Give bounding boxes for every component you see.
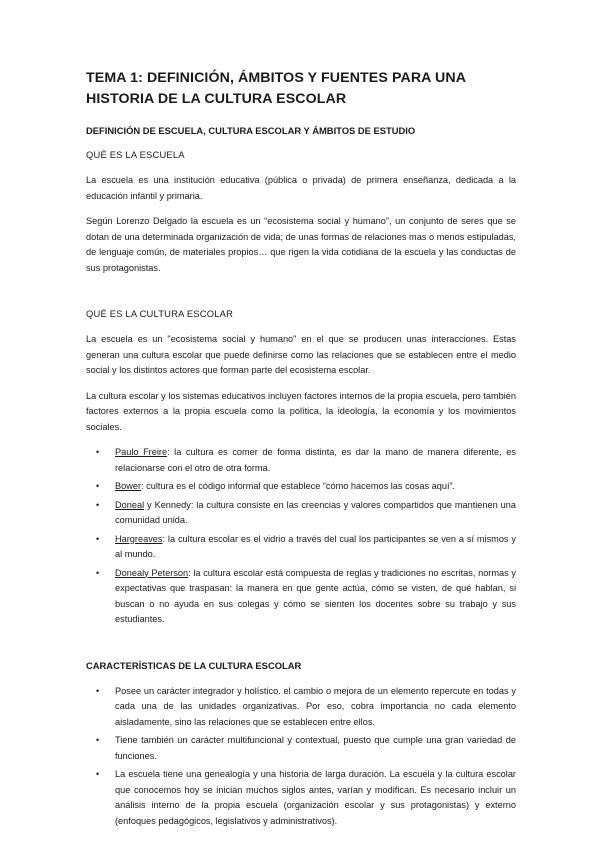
bullet-icon: •	[96, 735, 100, 745]
list-item-text: : la cultura escolar es el vidrio a través del cual los participantes se ven a sí mismos y al mundo.	[115, 533, 516, 559]
list-item-text: La escuela tiene una genealogía y una historia de larga duración. La escuela y la cultura escolar que conocemos hoy se inician muchos siglos antes, varían y modifican. Es necesario incluir un análisis interno de la propia escuela (organización escolar y sus protagonistas) y externo (enfoques pedagógicos, legislativos y administrativos).	[115, 769, 516, 826]
list-item-text: Posee un carácter integrador y holístico. el cambio o mejora de un elemento repercute en todas y cada una de las unidades organizativas. Por eso, cobra importancia no cada elemento aisladamente, sino las relaciones que se establecen entre ellos.	[115, 685, 516, 727]
author-name: Doneal	[115, 499, 145, 510]
bullet-icon: •	[96, 499, 100, 510]
list-item-text: : la cultura es comer de forma distinta, es dar la mano de manera diferente, es relacionarse con el otro de otra forma.	[115, 447, 516, 473]
document-subtitle: DEFINICIÓN DE ESCUELA, CULTURA ESCOLAR Y ÁMBITOS DE ESTUDIO	[86, 125, 416, 136]
author-name: Donealy Peterson	[115, 567, 189, 578]
document-title: TEMA 1: DEFINICIÓN, ÁMBITOS Y FUENTES PARA UNA HISTORIA DE LA CULTURA ESCOLAR	[86, 70, 466, 107]
characteristics-list	[86, 684, 516, 830]
list-item	[96, 498, 516, 529]
author-name: Paulo Freire	[115, 447, 168, 457]
paragraph: Según Lorenzo Delgado la escuela es un “ecosistema social y humano”, un conjunto de seres que se dotan de una determinada organización de vida; de unas formas de relaciones mas o menos estipuladas, de lenguaje común, de materiales propios… que rigen la vida cotidiana de la escuela y las conductas de sus protagonistas.	[86, 216, 516, 273]
author-name: Bower	[115, 481, 142, 491]
list-item-text: : cultura es el código informal que establece “cómo hacemos las cosas aquí”.	[141, 481, 456, 491]
list-item	[96, 767, 516, 829]
list-item	[96, 445, 516, 476]
section-heading-caracteristicas: CARACTERÍSTICAS DE LA CULTURA ESCOLAR	[86, 659, 302, 671]
list-item	[96, 684, 516, 731]
bullet-icon: •	[96, 769, 100, 779]
page-content	[86, 68, 516, 839]
section-heading-escuela: QUÉ ES LA ESCUELA	[86, 149, 185, 160]
paragraph: La cultura escolar y los sistemas educativos incluyen factores internos de la propia escuela, pero también factores externos a la propia escuela como la política, la ideología, la economía y los movimientos sociales.	[86, 390, 516, 432]
bullet-icon: •	[96, 685, 100, 696]
list-item-text: Tiene también un carácter multifuncional y contextual, puesto que cumple una gran variedad de funciones.	[115, 735, 516, 761]
bullet-icon: •	[96, 567, 100, 578]
paragraph: La escuela es una institución educativa (pública o privada) de primera enseñanza, dedicada a la educación infantil y primaria.	[86, 175, 516, 201]
list-item	[96, 733, 516, 764]
list-item	[96, 479, 516, 495]
list-item	[96, 532, 516, 563]
paragraph: La escuela es un "ecosistema social y humano" en el que se producen unas interacciones. Estas generan una cultura escolar que puede definirse como las relaciones que se establecen entre el medio social y los distintos actores que forman parte del ecosistema escolar.	[86, 334, 516, 375]
list-item	[96, 566, 516, 628]
section-heading-cultura-escolar: QUÉ ES LA CULTURA ESCOLAR	[86, 308, 234, 319]
list-item-text: : la cultura escolar está compuesta de reglas y tradiciones no escritas, normas y expectativas que traspasan: la manera en que gente actúa, cómo se visten, de qué hablan, si buscan o no ayuda en sus colegas y cómo se sienten los docentes sobre su trabajo y sus estudiantes.	[115, 567, 516, 624]
bullet-icon: •	[96, 533, 100, 544]
authors-list	[86, 445, 516, 628]
bullet-icon: •	[96, 447, 100, 457]
list-item-text: y Kennedy: la cultura consiste en las creencias y valores compartidos que mantienen una comunidad unida.	[115, 499, 516, 525]
bullet-icon: •	[96, 481, 100, 491]
author-name: Hargreaves	[115, 533, 163, 544]
